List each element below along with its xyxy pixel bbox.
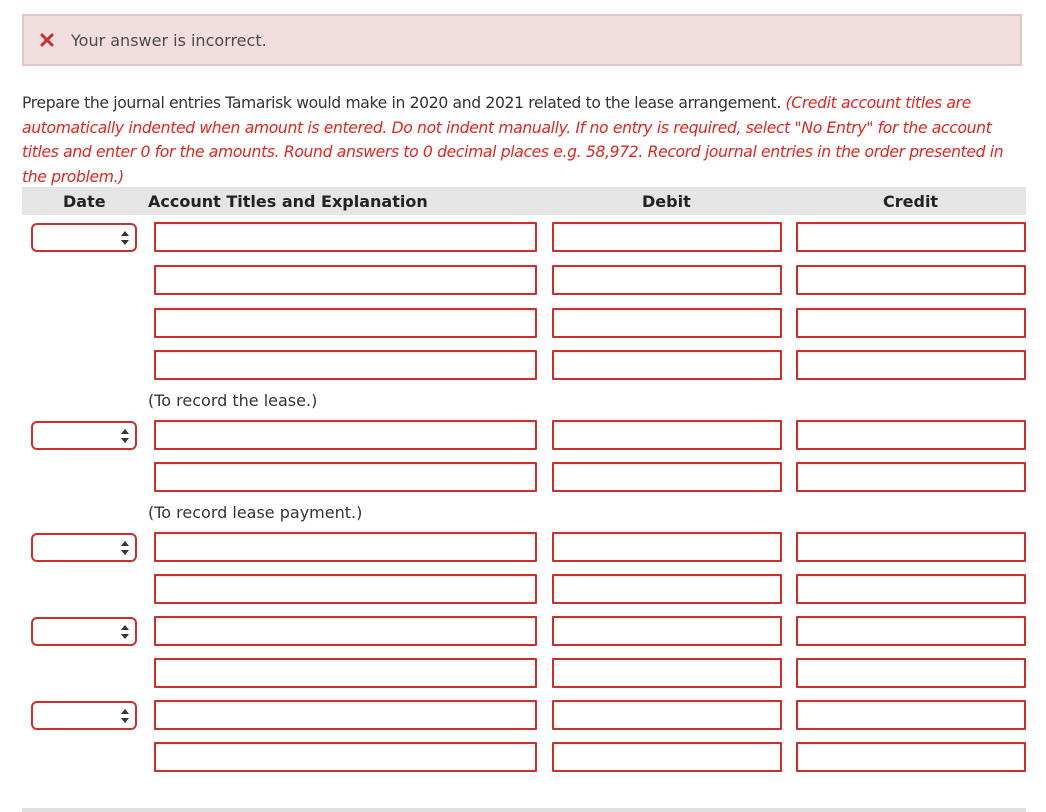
credit-input[interactable] bbox=[796, 222, 1026, 252]
header-debit: Debit bbox=[642, 192, 691, 211]
credit-input[interactable] bbox=[796, 700, 1026, 730]
credit-input[interactable] bbox=[796, 616, 1026, 646]
debit-input[interactable] bbox=[552, 616, 782, 646]
account-title-input[interactable] bbox=[154, 700, 537, 730]
header-date: Date bbox=[63, 192, 106, 211]
debit-input[interactable] bbox=[552, 222, 782, 252]
debit-input[interactable] bbox=[552, 700, 782, 730]
select-updown-icon bbox=[120, 540, 130, 556]
account-title-input[interactable] bbox=[154, 658, 537, 688]
credit-input[interactable] bbox=[796, 350, 1026, 380]
table-bottom-divider bbox=[22, 808, 1026, 812]
select-updown-icon bbox=[120, 428, 130, 444]
header-account-titles: Account Titles and Explanation bbox=[148, 192, 428, 211]
debit-input[interactable] bbox=[552, 350, 782, 380]
note-record-lease-payment: (To record lease payment.) bbox=[148, 503, 363, 522]
select-updown-icon bbox=[120, 708, 130, 724]
date-select-entry-4[interactable] bbox=[31, 617, 137, 646]
debit-input[interactable] bbox=[552, 742, 782, 772]
date-select-entry-3[interactable] bbox=[31, 533, 137, 562]
account-title-input[interactable] bbox=[154, 574, 537, 604]
instructions-main: Prepare the journal entries Tamarisk would make in 2020 and 2021 related to the lease arrangement. bbox=[22, 94, 786, 112]
credit-input[interactable] bbox=[796, 420, 1026, 450]
note-record-lease: (To record the lease.) bbox=[148, 391, 318, 410]
credit-input[interactable] bbox=[796, 308, 1026, 338]
credit-input[interactable] bbox=[796, 265, 1026, 295]
debit-input[interactable] bbox=[552, 574, 782, 604]
debit-input[interactable] bbox=[552, 532, 782, 562]
header-credit: Credit bbox=[883, 192, 939, 211]
credit-input[interactable] bbox=[796, 462, 1026, 492]
instructions-text bbox=[22, 91, 1032, 189]
account-title-input[interactable] bbox=[154, 308, 537, 338]
close-x-icon bbox=[39, 32, 55, 48]
incorrect-answer-alert bbox=[22, 14, 1022, 66]
account-title-input[interactable] bbox=[154, 265, 537, 295]
account-title-input[interactable] bbox=[154, 532, 537, 562]
instructions-hint: (Credit account titles are automatically indented when amount is entered. Do not indent manually. If no entry is required, select "No Entry" for the account titles and enter 0 for the amounts. Round answers to 0 decimal places e.g. 58,972. Record journal entries in the order presented in the problem.) bbox=[22, 94, 1004, 186]
date-select-entry-1[interactable] bbox=[31, 223, 137, 252]
date-select-entry-2[interactable] bbox=[31, 421, 137, 450]
credit-input[interactable] bbox=[796, 658, 1026, 688]
account-title-input[interactable] bbox=[154, 462, 537, 492]
debit-input[interactable] bbox=[552, 462, 782, 492]
account-title-input[interactable] bbox=[154, 222, 537, 252]
credit-input[interactable] bbox=[796, 742, 1026, 772]
debit-input[interactable] bbox=[552, 265, 782, 295]
account-title-input[interactable] bbox=[154, 742, 537, 772]
account-title-input[interactable] bbox=[154, 420, 537, 450]
debit-input[interactable] bbox=[552, 308, 782, 338]
credit-input[interactable] bbox=[796, 532, 1026, 562]
debit-input[interactable] bbox=[552, 420, 782, 450]
account-title-input[interactable] bbox=[154, 616, 537, 646]
credit-input[interactable] bbox=[796, 574, 1026, 604]
alert-message: Your answer is incorrect. bbox=[71, 31, 267, 50]
select-updown-icon bbox=[120, 624, 130, 640]
select-updown-icon bbox=[120, 230, 130, 246]
account-title-input[interactable] bbox=[154, 350, 537, 380]
debit-input[interactable] bbox=[552, 658, 782, 688]
date-select-entry-5[interactable] bbox=[31, 701, 137, 730]
journal-table-header bbox=[22, 187, 1026, 215]
